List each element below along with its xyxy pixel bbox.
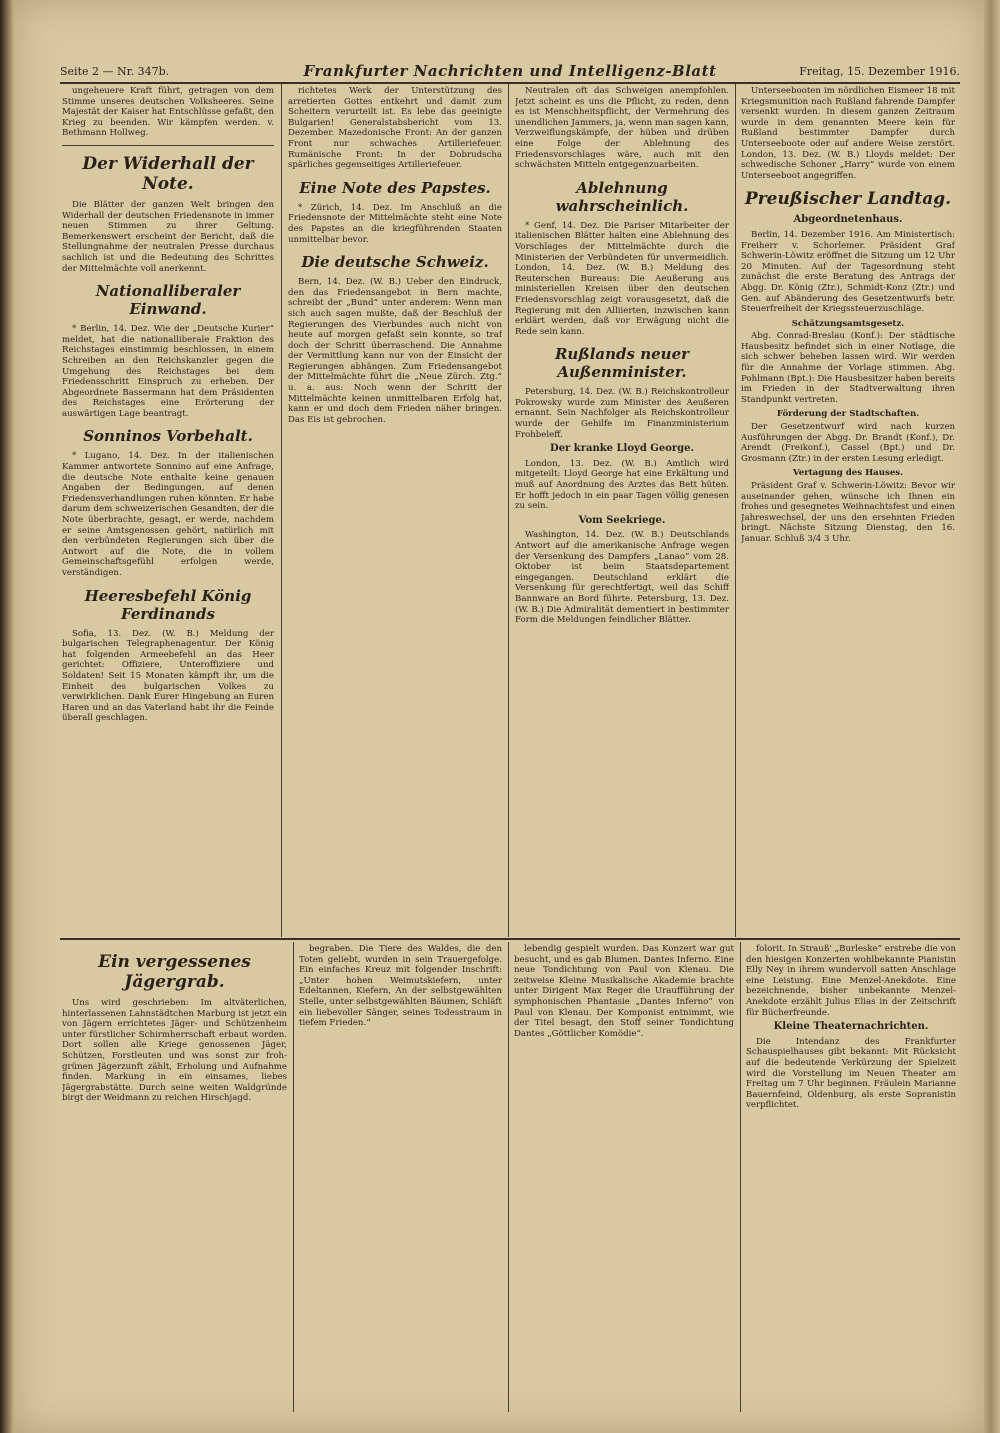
headline-heeresbefehl: Heeresbefehl König Ferdinands <box>84 586 252 623</box>
column-rule <box>281 84 282 937</box>
headline-widerhall: Der Widerhall der Note. <box>82 153 254 194</box>
headline-sonninos: Sonninos Vorbehalt. <box>83 427 253 446</box>
headline-landtag: Preußischer Landtag. <box>744 189 952 210</box>
masthead: Frankfurter Nachrichten und Intelligenz-Blatt <box>303 62 717 80</box>
page-number: Seite 2 — Nr. 347b. <box>60 65 170 78</box>
article-text: * Berlin, 14. Dez. Wie der „Deutsche Kurier“ meldet, hat die nationalliberale Fraktion des Reichstages einstimmig beschlossen, in einem Schreiben an den Reichskanzler gegen die Umgehung des Reichstages bei dem Friedensschritt Einspruch zu erheben. Der Abgeordnete Bassermann hat dem Präsidenten des Reichstages eine Erörterung der auswärtigen Lage beantragt. <box>62 324 274 419</box>
article-tail: ungeheuere Kraft führt, getragen von dem Stimme unseres deutschen Volksheeres. Seine Majestät der Kaiser hat Entschlüsse gefaßt, den Krieg zu beenden. Wir kämpfen werden. v. Bethmann Hollweg. <box>62 86 274 139</box>
headline-jaegergrab: Ein vergessenes Jägergrab. <box>98 952 251 992</box>
column-rule <box>508 942 509 1412</box>
column-rule <box>508 84 509 937</box>
headline-papst: Eine Note des Papstes. <box>299 178 491 197</box>
article-text: Die Intendanz des Frankfurter Schauspielhauses gibt bekannt: Mit Rücksicht auf die bedeutende Verkürzung der Spielzeit wird die Vorstellung im Neuen Theater am Freitag um 7 Uhr beginnen. Fräulein Marianne Bauernfeind, Oldenburg, als erste Sopranistin verpflichtet. <box>746 1036 956 1111</box>
book-spine-right <box>984 0 1000 1433</box>
section-heading: Vertagung des Hauses. <box>792 468 904 479</box>
subheadline-abgeordnetenhaus: Abgeordnetenhaus. <box>793 214 903 226</box>
article-tail: Unterseebooten im nördlichen Eismeer 18 mit Kriegsmunition nach Rußland fahrende Dampfer versenkt wurden. In diesem ganzen Zeitraum wurde in dem genannten Meere kein für Rußland bestimmter Dampfer durch Unterseeboote oder auf andere Weise zerstört. London, 13. Dez. (W. B.) Lloyds meldet: Der schwedische Schoner „Harry“ wurde von einem Unterseeboot angegriffen. <box>741 86 955 181</box>
article-text: * Zürich, 14. Dez. Im Anschluß an die Friedensnote der Mittelmächte steht eine Note des Papstes an die kriegführenden Staaten unmittelbar bevor. <box>288 202 502 245</box>
book-spine-left <box>0 0 14 1433</box>
headline-seekriege: Vom Seekriege. <box>578 514 666 526</box>
section-heading: Förderung der Stadtschaften. <box>776 409 920 420</box>
article-text: Abg. Conrad-Breslau (Konf.): Der städtische Hausbesitz befindet sich in einer Notlage, die sich schwer beheben lassen wird. Wir werden für die Annahme der Vorlage stimmen. Abg. Pohlmann (Bpt.): Die Hausbesitzer haben bereits im Frieden in der Stadtverwaltung ihren Standpunkt vertreten. <box>741 331 955 405</box>
article-text: Bern, 14. Dez. (W. B.) Ueber den Eindruck, den das Friedensangebot in Bern machte, schreibt der „Bund“ unter anderem: Wenn man sich auch sagen mußte, daß der Beschluß der Regierungen des Vierbundes auch nicht von heute auf morgen gefaßt sein konnte, so traf doch der Schritt überraschend. Die Annahme der Vermittlung kann nur von der Einsicht der Regierungen abhängen. Zum Friedensangebot der Mittelmächte führt die „Neue Zürch. Ztg.“ u. a. aus: Noch wenn der Schritt der Mittelmächte keinen unmittelbaren Erfolg hat, kann er und doch dem Frieden näher bringen. Das Eis ist gebrochen. <box>288 277 502 425</box>
article-text: Der Gesetzentwurf wird nach kurzen Ausführungen der Abgg. Dr. Brandt (Konf.), Dr. Arendt (Freikonf.), Cassel (Bpt.) und Dr. Grosmann (Ztr.) in der ersten Lesung erledigt. <box>741 422 955 464</box>
column-rule <box>740 942 741 1412</box>
headline-russland: Rußlands neuer Außenminister. <box>554 345 690 382</box>
column-2 <box>288 86 502 936</box>
section-heading: Schätzungsamtsgesetz. <box>791 318 905 329</box>
article-tail: richtetes Werk der Unterstützung des arretierten Gottes entkehrt und damit zum Scheitern verurteilt ist. Es lebe das geeinigte Bulgarien! Generalstabsbericht vom 13. Dezember. Mazedonische Front: An der ganzen Front nur schwaches Artilleriefeuer. Rumänische Front: In der Dobrudscha spärliches gegenseitiges Artilleriefeuer. <box>288 86 502 171</box>
article-text: * Lugano, 14. Dez. In der italienischen Kammer antwortete Sonnino auf eine Anfrage, die deutsche Note enthalte keine genauen Angaben der Bedingungen, auf denen Friedensverhandlungen ruhen könnten. Er habe darum dem schweizerischen Gesandten, der die Note überbrachte, gesagt, er werde, nachdem er seine Amtsgenossen gehört, natürlich mit den verbündeten Regierungen sich über die Antwort auf die Note, die in vollem Gemeinschaftsgefühl erfolgen werde, verständigen. <box>62 451 274 578</box>
article-text: begraben. Die Tiere des Waldes, die den Toten geliebt, wurden in sein Trauergefolge. Ein einfaches Kreuz mit folgender Inschrift: „Unter hohen Weimutskiefern, unter Edeltannen, Kiefern, An der selbstgewählten Stelle, unter selbstgewählten Bäumen, Schläft ein liebevoller Sänger, seines Todesstraum in tiefem Frieden.“ <box>299 944 502 1029</box>
page-header <box>60 56 960 84</box>
article-text: Washington, 14. Dez. (W. B.) Deutschlands Antwort auf die amerikanische Anfrage wegen der Versenkung des Dampfers „Lanao“ vom 28. Oktober ist beim Staatsdepartement eingegangen. Deutschland erklärt die Versenkung für gerechtfertigt, weil das Schiff Bannware an Bord führte. Petersburg, 13. Dez. (W. B.) Die Admiralität dementiert in bestimmter Form die Meldungen feindlicher Blätter. <box>515 530 729 626</box>
article-tail: Neutralen oft das Schweigen anempfohlen. Jetzt scheint es uns die Pflicht, zu reden, denn es ist Menschheitspflicht, der Vermehrung des unendlichen Jammers, ja, wenn man sagen kann, Verzweiflungskämpfe, der hüben und drüben eine Folge der Ablehnung des Friedensvorschlages wäre, auch mit den schwächsten Mitteln entgegenzuarbeiten. <box>515 86 729 171</box>
column-rule <box>293 942 294 1412</box>
headline-schweiz: Die deutsche Schweiz. <box>301 253 489 272</box>
bottom-column-1 <box>62 944 287 1414</box>
column-1 <box>62 86 274 936</box>
article-text: London, 13. Dez. (W. B.) Amtlich wird mitgeteilt: Lloyd George hat eine Erkältung und muß auf Anordnung des Arztes das Bett hüten. Er hofft jedoch in ein paar Tagen völlig genesen zu sein. <box>515 458 729 512</box>
headline-ablehnung: Ablehnung wahrscheinlich. <box>555 178 689 215</box>
column-3 <box>515 86 729 936</box>
article-text: * Genf, 14. Dez. Die Pariser Mitarbeiter der italienischen Blätter halten eine Ablehnung des Vorschlages der Mittelmächte durch die Ministerien der Verbündeten für unvermeidlich. London, 14. Dez. (W. B.) Meldung des Reuterschen Bureaus: Die Aeußerung aus ministeriellen Kreisen über den deutschen Friedensvorschlag zeigt vorausgesetzt, daß die Regierung mit den Alliierten, inzwischen kann erklärt werden, daß vor Erwägung nicht die Rede sein kann. <box>515 220 729 337</box>
article-text: lebendig gespielt wurden. Das Konzert war gut besucht, und es gab Blumen. Dantes Inferno. Eine neue Tondichtung von Paul von Klenau. Die zeitweise Kleine Musikalische Akademie brachte unter Dirigent Max Reger die Uraufführung der symphonischen Phantasie „Dantes Inferno“ von Paul von Klenau. Der Komponist entnimmt, wie der Titel besagt, den Stoff seiner Tondichtung Dantes „Göttlicher Komödie“. <box>514 944 734 1039</box>
issue-date: Freitag, 15. Dezember 1916. <box>799 65 960 78</box>
bottom-column-3 <box>514 944 734 1414</box>
article-text: folorit. In Strauß' „Burleske“ erstrebe die von den hiesigen Konzerten wohlbekannte Pianistin Elly Ney in ihrem wundervoll satten Anschlage eine Leistung. Eine Menzel-Anekdote. Eine bezeichnende, bisher unbekannte Menzel-Anekdote erzählt Julius Elias in der Zeitschrift für Bücherfreunde. <box>746 944 956 1018</box>
article-text: Präsident Graf v. Schwerin-Löwitz: Bevor wir auseinander gehen, wünsche ich Ihnen ein frohes und gesegnetes Weihnachtsfest und einen Jahreswechsel, der uns den ersehnten Frieden bringt. Nächste Sitzung Dienstag, den 16. Januar. Schluß 3/4 3 Uhr. <box>741 481 955 544</box>
article-text: Uns wird geschrieben: Im altväterlichen, hinterlassenen Lahnstädtchen Marburg ist jetzt ein von Jägern errichtetes Jäger- und Schützenheim unter fürstlicher Schirmherrschaft erbaut worden. Dort sollen alle Kriege genossenen Jäger, Schützen, Forstleuten und was sonst zur froh-grünen Jägerzunft zählt, Erholung und Aufnahme finden. Markung in ein einsames, liebes Jägergrabstätte. Durch seine weiten Waldgründe birgt der Weidmann zu reichen Hirschjagd. <box>62 998 287 1104</box>
column-rule <box>735 84 736 937</box>
article-text: Petersburg, 14. Dez. (W. B.) Reichskontrolleur Pokrowsky wurde zum Minister des Aeußeren ernannt. Sein Nachfolger als Reichskontrolleur wurde der Gehilfe im Finanzministerium Frohbeleff. <box>515 387 729 440</box>
bottom-column-2 <box>299 944 502 1414</box>
article-text: Sofia, 13. Dez. (W. B.) Meldung der bulgarischen Telegraphenagentur. Der König hat folgenden Armeebefehl an das Heer gerichtet: Offiziere, Unteroffiziere und Soldaten! Seit 15 Monaten kämpft ihr, um die Einheit des bulgarischen Volkes zu verwirklichen. Dank Eurer Hingebung an Euren Haren und an das Vaterland habt ihr die Feinde überall geschlagen. <box>62 628 274 724</box>
bottom-column-4 <box>746 944 956 1414</box>
section-divider <box>60 938 960 940</box>
article-text: Die Blätter der ganzen Welt bringen den Widerhall der deutschen Friedensnote in immer neuen Stimmen zu ihrer Geltung. Bemerkenswert erscheint der Bericht, daß die Stellungnahme der neutralen Presse durchaus sachlich ist und die Bedeutung des Schrittes der Mittelmächte voll anerkennt. <box>62 199 274 274</box>
headline-nationalliberaler: Nationalliberaler Einwand. <box>95 282 241 319</box>
rule <box>62 145 274 146</box>
column-4 <box>741 86 955 936</box>
headline-theater: Kleine Theaternachrichten. <box>773 1021 929 1033</box>
article-text: Berlin, 14. Dezember 1916. Am Ministertisch: Freiherr v. Schorlemer. Präsident Graf Schwerin-Löwitz eröffnet die Sitzung um 12 Uhr 20 Minuten. Auf der Tagesordnung steht zunächst die erste Beratung des Antrags der Abgg. Dr. König (Ztr.), Schmidt-Konz (Ztr.) und Gen. auf Abänderung des Gesetzentwurfs betr. Steuerfreiheit der Kriegssteuerzuschläge. <box>741 229 955 315</box>
headline-lloyd-george: Der kranke Lloyd George. <box>550 443 694 455</box>
